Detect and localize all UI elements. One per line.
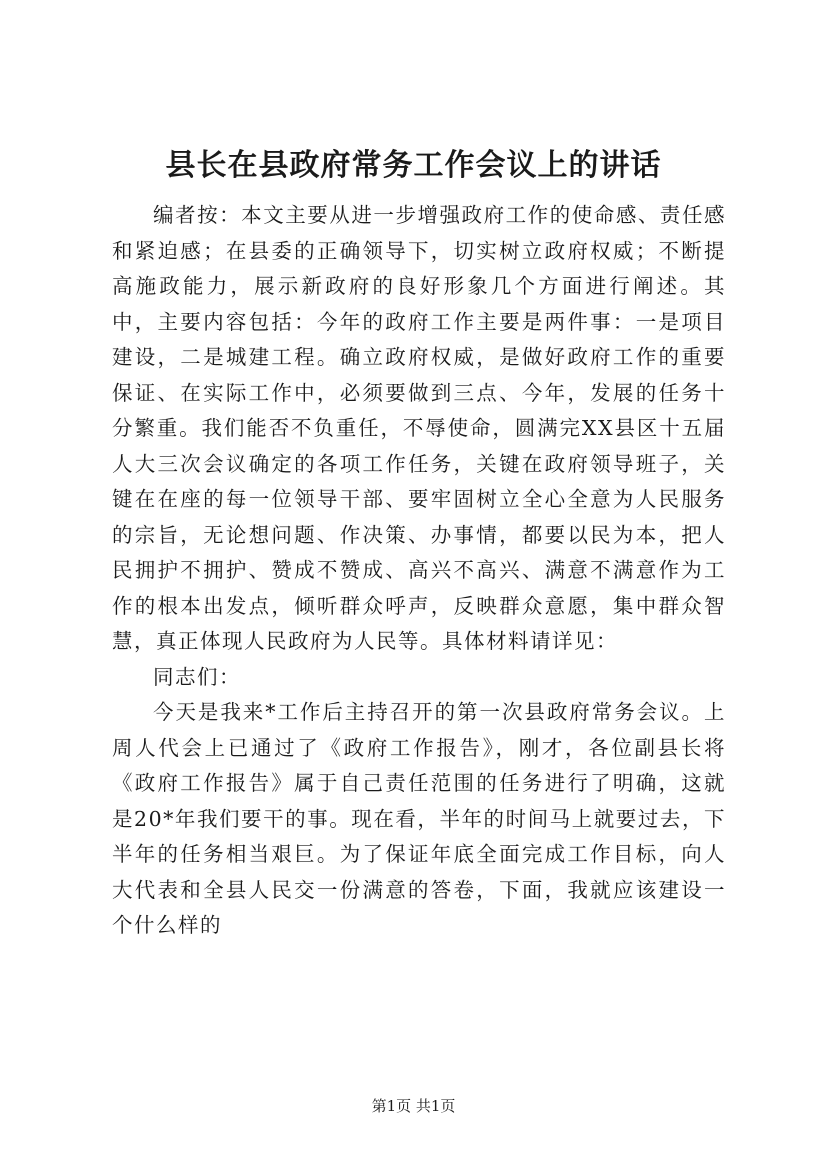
page-number-footer: 第1页 共1页	[371, 1097, 456, 1115]
document-title: 县长在县政府常务工作会议上的讲话	[165, 148, 662, 183]
editor-note-paragraph: 编者按：本文主要从进一步增强政府工作的使命感、责任感和紧迫感；在县委的正确领导下，切实树立政府权威；不断提高施政能力，展示新政府的良好形象几个方面进行阐述。其中，主要内容包括：今年的政府工作主要是两件事：一是项目建设，二是城建工程。确立政府权威，是做好政府工作的重要保证、在实际工作中，必须要做到三点、今年，发展的任务十分繁重。我们能否不负重任，不辱使命，圆满完XX县区十五届人大三次会议确定的各项工作任务，关键在政府领导班子，关键在在座的每一位领导干部、要牢固树立全心全意为人民服务的宗旨，无论想问题、作决策、办事情，都要以民为本，把人民拥护不拥护、赞成不赞成、高兴不高兴、满意不满意作为工作的根本出发点，倾听群众呼声，反映群众意愿，集中群众智慧，真正体现人民政府为人民等。具体材料请详见：	[112, 203, 726, 653]
document-body	[112, 198, 726, 944]
salutation-paragraph: 同志们：	[153, 664, 241, 689]
speech-paragraph: 今天是我来*工作后主持召开的第一次县政府常务会议。上周人代会上已通过了《政府工作报告》，刚才，各位副县长将《政府工作报告》属于自己责任范围的任务进行了明确，这就是20*年我们要干的事。现在看，半年的时间马上就要过去，下半年的任务相当艰巨。为了保证年底全面完成工作目标，向人大代表和全县人民交一份满意的答卷，下面，我就应该建设一个什么样的	[112, 700, 726, 937]
